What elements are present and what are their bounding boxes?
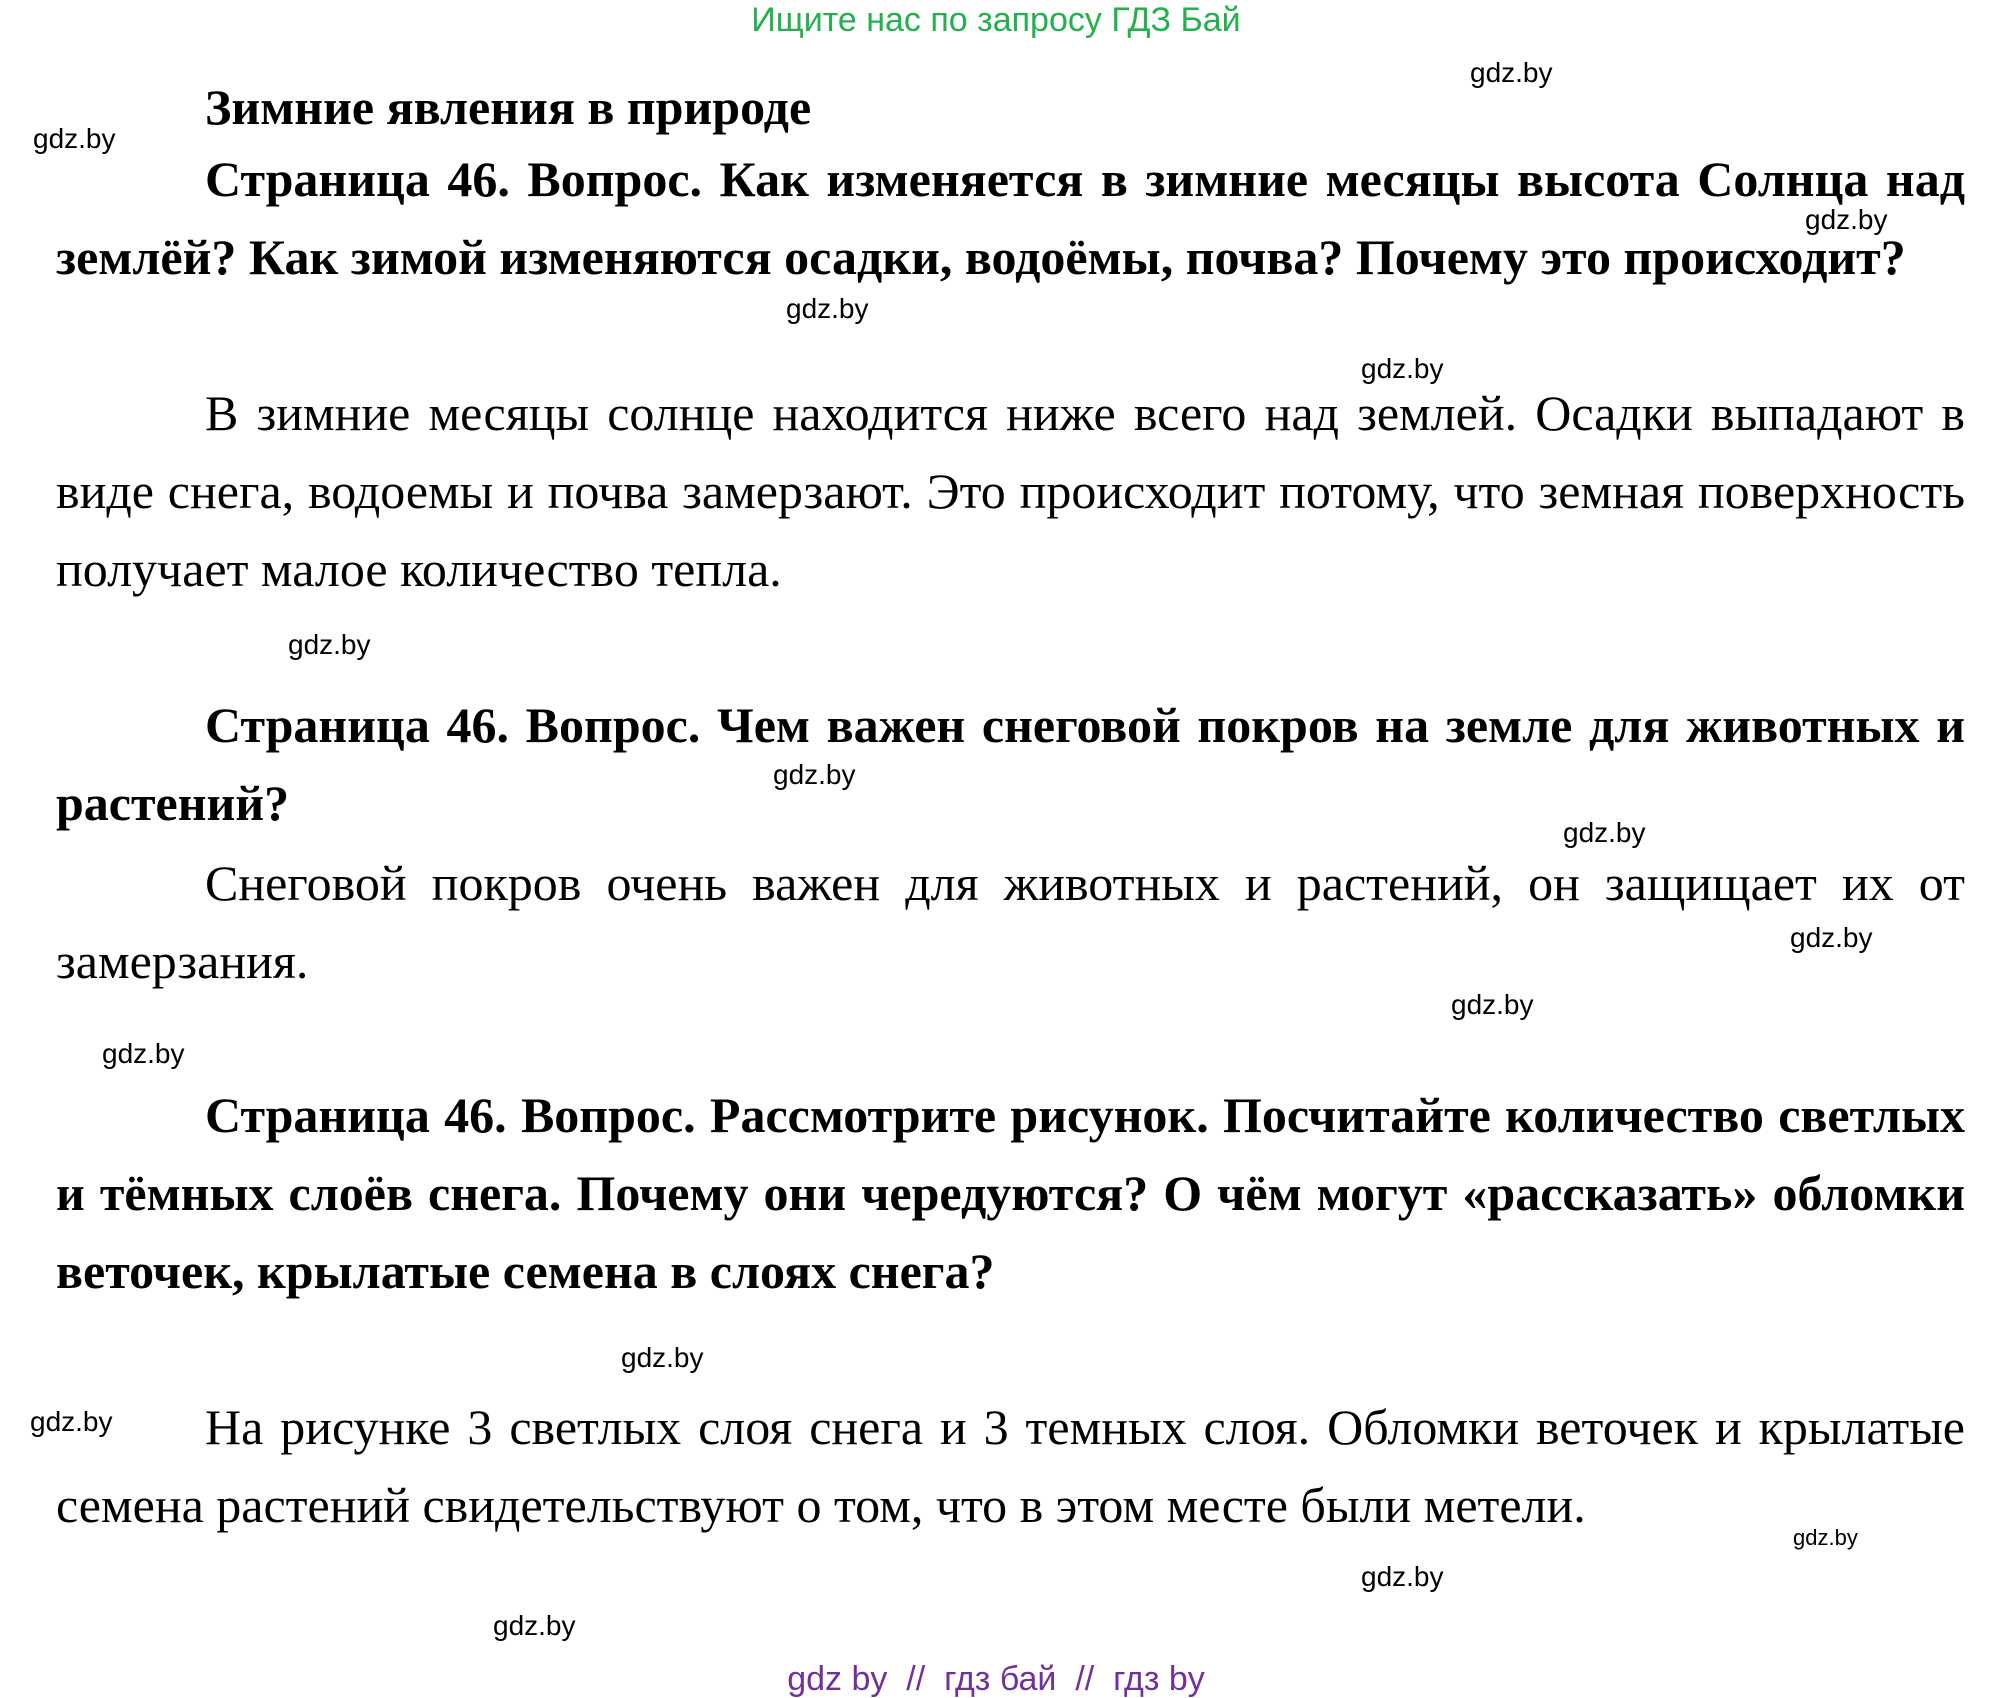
footer-links: gdz by // гдз бай // гдз by xyxy=(787,1660,1205,1698)
watermark: gdz.by xyxy=(1793,1525,1858,1550)
question-1: Страница 46. Вопрос. Как изменяется в зимние месяцы высота Солнца над землёй? Как зимой изменяются осадки, водоёмы, почва? Почему это происходит? xyxy=(56,151,1965,285)
watermark: gdz.by xyxy=(621,1342,704,1373)
section-2-answer-wrap xyxy=(56,844,1965,1000)
watermark: gdz.by xyxy=(1805,204,1888,235)
watermark: gdz.by xyxy=(1361,1561,1444,1592)
watermark: gdz.by xyxy=(102,1038,185,1069)
section-2 xyxy=(56,686,1965,842)
answer-3: На рисунке 3 светлых слоя снега и 3 темных слоя. Обломки веточек и крылатые семена растений свидетельствуют о том, что в этом месте были метели. xyxy=(56,1399,1965,1533)
section-1 xyxy=(56,140,1965,296)
watermark: gdz.by xyxy=(493,1610,576,1641)
header-banner: Ищите нас по запросу ГДЗ Бай xyxy=(751,1,1241,39)
watermark: gdz.by xyxy=(30,1406,113,1437)
watermark: gdz.by xyxy=(288,629,371,660)
watermark: gdz.by xyxy=(33,123,116,154)
page-title: Зимние явления в природе xyxy=(205,79,812,135)
watermark: gdz.by xyxy=(1451,989,1534,1020)
watermark: gdz.by xyxy=(786,293,869,324)
question-3: Страница 46. Вопрос. Рассмотрите рисунок. Посчитайте количество светлых и тёмных слоёв снега. Почему они чередуются? О чём могут «рассказать» обломки веточек, крылатые семена в слоях снега? xyxy=(56,1087,1965,1299)
section-1-answer-wrap xyxy=(56,374,1965,608)
watermark: gdz.by xyxy=(1790,922,1873,953)
answer-2: Снеговой покров очень важен для животных и растений, он защищает их от замерзания. xyxy=(56,855,1965,989)
watermark: gdz.by xyxy=(1563,817,1646,848)
watermark: gdz.by xyxy=(1470,57,1553,88)
watermark: gdz.by xyxy=(1361,353,1444,384)
question-2: Страница 46. Вопрос. Чем важен снеговой покров на земле для животных и растений? xyxy=(56,697,1965,831)
section-3-answer-wrap xyxy=(56,1388,1965,1544)
answer-1: В зимние месяцы солнце находится ниже всего над землей. Осадки выпадают в виде снега, водоемы и почва замерзают. Это происходит потому, что земная поверхность получает малое количество тепла. xyxy=(56,385,1965,597)
watermark: gdz.by xyxy=(773,759,856,790)
section-3 xyxy=(56,1076,1965,1310)
